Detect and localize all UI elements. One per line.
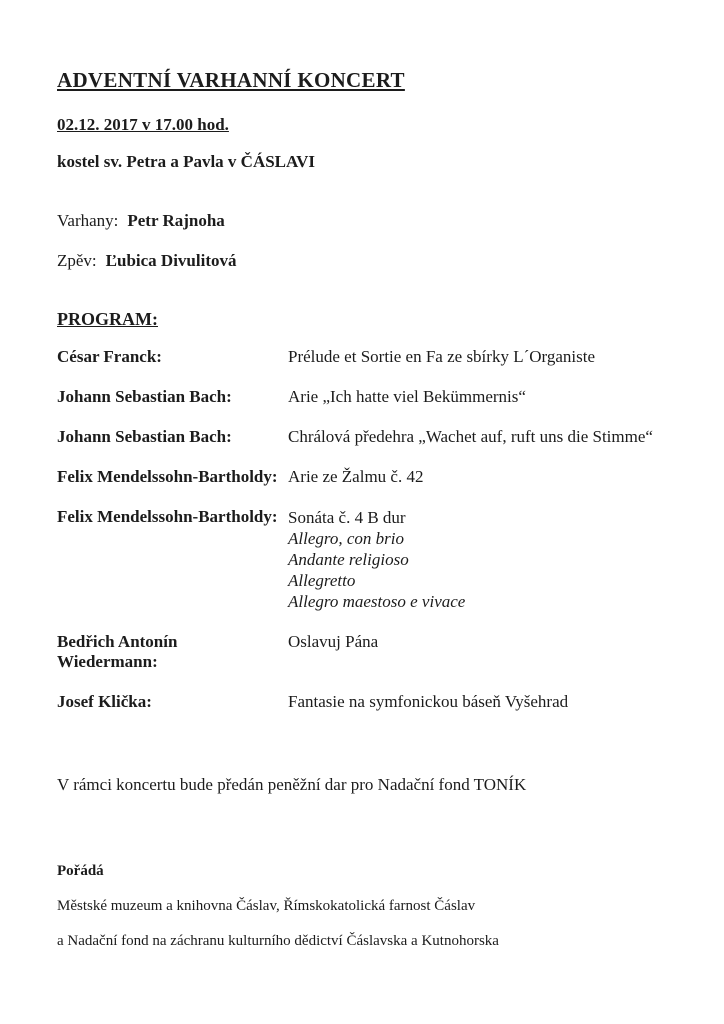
movement-line: Allegro, con brio: [288, 529, 404, 548]
piece-title: Arie ze Žalmu č. 42: [288, 467, 424, 486]
organizer-line: Městské muzeum a knihovna Čáslav, Římskokatolická farnost Čáslav: [57, 898, 476, 914]
program-row: [57, 632, 684, 672]
piece-title: Prélude et Sortie en Fa ze sbírky L´Organiste: [288, 347, 596, 366]
performer-role: Varhany:: [57, 211, 119, 230]
composer-name: Bedřich Antonín Wiedermann:: [57, 632, 178, 671]
program-row: [57, 387, 684, 407]
concert-venue: kostel sv. Petra a Pavla v ČÁSLAVI: [57, 152, 315, 171]
composer-name: Josef Klička:: [57, 692, 152, 711]
movement-line: Allegretto: [288, 571, 356, 590]
piece-with-movements: [288, 507, 465, 612]
program-table: [57, 347, 684, 712]
organizer-line: a Nadační fond na záchranu kulturního dědictví Čáslavska a Kutnohorska: [57, 933, 499, 949]
program-row: [57, 507, 684, 612]
piece-title: Fantasie na symfonickou báseň Vyšehrad: [288, 692, 569, 711]
donation-note: V rámci koncertu bude předán peněžní dar pro Nadační fond TONÍK: [57, 775, 527, 794]
performer-row-organ: [57, 211, 684, 231]
program-row: [57, 692, 684, 712]
piece-title: Sonáta č. 4 B dur: [288, 508, 406, 527]
composer-name: Felix Mendelssohn-Bartholdy:: [57, 507, 278, 526]
performers-section: [57, 211, 684, 271]
piece-title: Arie „Ich hatte viel Bekümmernis“: [288, 387, 526, 406]
program-heading: PROGRAM:: [57, 309, 158, 329]
piece-title: Oslavuj Pána: [288, 632, 379, 651]
concert-datetime: 02.12. 2017 v 17.00 hod.: [57, 115, 229, 134]
document-content: [57, 68, 684, 950]
program-row: [57, 427, 684, 447]
performer-name: Petr Rajnoha: [127, 211, 225, 230]
performer-name: Ľubica Divulitová: [105, 251, 237, 270]
page-title: ADVENTNÍ VARHANNÍ KONCERT: [57, 68, 405, 92]
composer-name: Felix Mendelssohn-Bartholdy:: [57, 467, 278, 486]
composer-name: Johann Sebastian Bach:: [57, 427, 232, 446]
program-row: [57, 467, 684, 487]
movement-line: Allegro maestoso e vivace: [288, 592, 466, 611]
organizer-heading: Pořádá: [57, 863, 104, 879]
movement-line: Andante religioso: [288, 550, 409, 569]
performer-row-voice: [57, 251, 684, 271]
performer-role: Zpěv:: [57, 251, 97, 270]
composer-name: Johann Sebastian Bach:: [57, 387, 232, 406]
composer-name: César Franck:: [57, 347, 162, 366]
program-row: [57, 347, 684, 367]
piece-title: Chrálová předehra „Wachet auf, ruft uns die Stimme“: [288, 427, 653, 446]
